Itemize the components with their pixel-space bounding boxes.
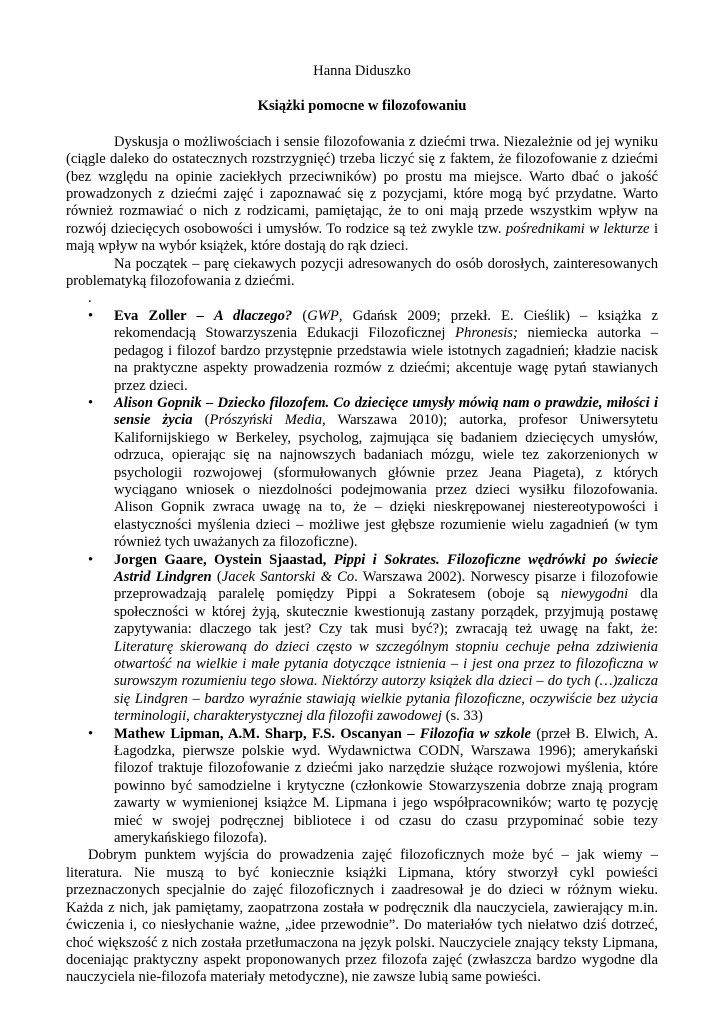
- book-title: Pippi i Sokrates. Filozoficzne wędrówki po świecie Astrid Lindgren: [114, 551, 658, 585]
- book-list: [66, 308, 658, 848]
- book-citation: (s. 33): [441, 708, 483, 725]
- book-emphasis: niewygodni: [560, 586, 629, 603]
- closing-paragraph: Dobrym punktem wyjścia do prowadzenia zajęć filozoficznych może być – jak wiemy – literatura. Nie muszą to być koniecznie książki Lipmana, który stworzył cykl powieści przeznaczonych specjalnie do zajęć filozoficznych i zaadresował je do dzieci w różnym wieku. Każda z nich, jak pamiętamy, zaopatrzona została w podręcznik dla nauczyciela, zawierający m.in. ćwiczenia i, co niesłychanie ważne, „idee przewodnie”. Do materiałów tych niełatwo dziś dotrzeć, choć większość z nich została przetłumaczona na język polski. Nauczyciele znający teksty Lipmana, doceniając praktyczny aspekt proponowanych przez filozofa zajęć (zwłaszcza bardzo wygodne dla nauczyciela nie-filozofa materiały metodyczne), nie zawsze lubią same powieści.: [66, 847, 658, 986]
- book-publisher: GWP: [307, 307, 339, 324]
- book-author: Jorgen Gaare, Oystein Sjaastad,: [114, 551, 334, 568]
- pub-open: (: [211, 568, 222, 585]
- intro-text-b: i mają wpływ na wybór książek, które dostają do rąk dzieci.: [66, 220, 658, 255]
- bullet-icon: •: [88, 307, 94, 324]
- intro-paragraph-1: [66, 134, 658, 256]
- bullet-icon: •: [88, 394, 94, 411]
- intro-emphasis: pośrednikami w lekturze: [505, 220, 650, 237]
- intro-paragraph-2: Na początek – parę ciekawych pozycji adresowanych do osób dorosłych, zainteresowanych problematyką filozofowania z dziećmi.: [66, 255, 658, 290]
- bullet-icon: •: [88, 725, 94, 742]
- book-author: Eva Zoller –: [114, 307, 214, 324]
- intro-text-a: Dyskusja o możliwościach i sensie filozofowania z dziećmi trwa. Niezależnie od jej wyniku (ciągle daleko do ostatecznych rozstrzygnięć) trzeba liczyć się z faktem, że filozofowanie z dziećmi (bez względu na opinie zaciekłych przeciwników) po prostu ma miejsce. Warto dbać o jakość prowadzonych z dziećmi zajęć i zapoznawać się z pozycjami, które mogą być przydatne. Warto również rozmawiać o nich z rodzicami, pamiętając, że to oni mają przede wszystkim wpływ na rozwój dziecięcych osobowości i umysłów. To rodzice są też zwykle tzw.: [66, 133, 658, 237]
- book-item-gaare: [88, 551, 658, 726]
- book-association: Phronesis;: [455, 325, 518, 342]
- book-description: niemiecka autorka – pedagog i filozof bardzo przystępnie przedstawia wiele istotnych zagadnień; kładzie nacisk na praktyczne aspekty prowadzenia rozmów z dziećmi; akcentuje wagę pytań stawianych przez dzieci.: [114, 325, 658, 394]
- book-pub-rest: , Gdańsk 2009; przekł. E. Cieślik) – książka z rekomendacją Stowarzyszenia Edukacji Filozoficznej: [114, 307, 659, 342]
- bullet-icon: •: [88, 551, 94, 568]
- book-item-gopnik: [88, 394, 659, 552]
- book-heading: Alison Gopnik – Dziecko filozofem. Co dziecięce umysły mówią nam o prawdzie, miłości i sensie życia: [114, 394, 658, 429]
- book-description-b: dla społeczności w której żyją, skutecznie kwestionują zastany porządek, przyjmują postawę zapytywania: dlaczego tak jest? Czy tak musi być?); zwracają też uwagę na fakt, że:: [114, 586, 658, 638]
- book-item-lipman: [88, 725, 659, 848]
- pub-open: (: [192, 412, 210, 429]
- book-description: (przeł B. Elwich, A. Łagodzka, pierwsze polskie wyd. Wydawnictwa CODN, Warszawa 1996); amerykański filozof traktuje filozofowanie z dziećmi jako narzędzie służące rozwojowi myślenia, które powinno być samodzielne i krytyczne (członkowie Stowarzyszenia dobrze znają program zawarty w wymienionej książce M. Lipmana i jego współpracowników; warto tę pozycję mieć w swojej podręcznej bibliotece i od czasu do czasu przypominać sobie tezy amerykańskiego filozofa).: [114, 725, 659, 847]
- pub-open: (: [292, 307, 308, 324]
- book-publisher: Jacek Santorski & Co: [221, 568, 355, 585]
- book-quote: Literaturę skierowaną do dzieci często w szczególnym stopniu cechuje pełna zdziwienia otwartość na wielkie i małe pytania dotyczące istnienia – i jest ona przez to filozoficzna w surowszym rozumieniu tego słowa. Niektórzy autorzy książek dla dzieci – do tych (…)zalicza się Lindgren – bardzo wyraźnie stawiają wielkie pytania filozoficzne, oczywiście bez użycia terminologii, charakterystycznej dla filozofii zawodowej: [114, 638, 658, 725]
- book-description-a: . Warszawa 2002). Norwescy pisarze i filozofowie przeprowadzają paralelę pomiędzy Pippi a Sokratesem (oboje są: [114, 568, 658, 603]
- book-publisher: Prószyński Media: [209, 412, 323, 429]
- book-title: Filozofia w szkole: [419, 725, 532, 742]
- book-description: , Warszawa 2010); autorka, profesor Uniwersytetu Kalifornijskiego w Berkeley, psycholog, zajmująca się badaniem dziecięcych umysłów, odrzuca, opierając się na najnowszych badaniach mózgu, wiele tez zakorzenionych w psychologii rozwojowej (sformułowanych głównie przez Jeana Piageta), z których wyciągano wniosek o niezdolności podejmowania przez dzieci wysiłku filozofowania. Alison Gopnik zwraca uwagę na to, że – dzięki nieskrępowanej niestereotypowości i elastyczności myślenia dzieci – możliwe jest głębsze rozumienie wielu zagadnień (w tym również tych uważanych za filozoficzne).: [114, 412, 659, 551]
- book-item-zoller: [88, 307, 659, 395]
- book-title: A dlaczego?: [213, 307, 293, 324]
- book-author: Mathew Lipman, A.M. Sharp, F.S. Oscanyan –: [114, 725, 420, 742]
- author-name: Hanna Diduszko: [313, 63, 411, 79]
- separator-dot: .: [88, 290, 92, 307]
- document-title: Książki pomocne w filozofowaniu: [257, 98, 467, 115]
